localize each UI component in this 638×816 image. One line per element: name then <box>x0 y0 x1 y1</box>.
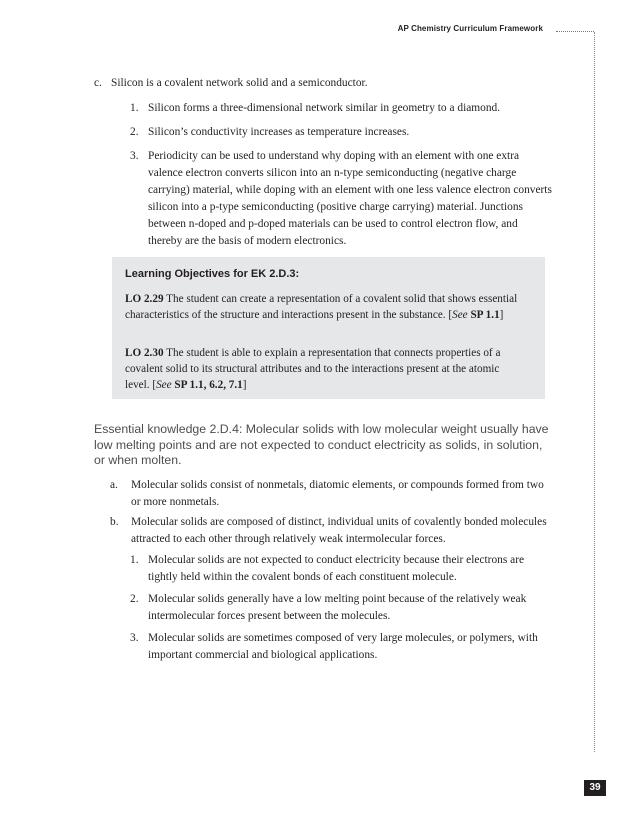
list-item-text: Molecular solids are sometimes composed of very large molecules, or polymers, with important commercial and biological applications. <box>148 632 538 661</box>
header-dotted-rule <box>556 31 594 32</box>
lo-close: ] <box>499 309 504 321</box>
lo-see: See <box>156 379 172 391</box>
list-item-text: Periodicity can be used to understand why doping with an element with one extra valence electron converts silicon into an n-type semiconducting (negative charge carrying) material, while doping with an element with one less valence electron converts silicon into a p-type semiconducting (positive charge carrying) material. Junctions between n-doped and p-doped materials can be used to control electron flow, and thereby are the basis of modern electronics. <box>148 150 552 247</box>
section-a-text: Molecular solids consist of nonmetals, diatomic elements, or compounds formed from two or more nonmetals. <box>131 479 544 508</box>
lo-sp: SP 1.1, 6.2, 7.1 <box>174 379 243 391</box>
section-b <box>110 514 550 548</box>
list-marker: 3. <box>130 632 139 644</box>
running-header <box>0 24 638 40</box>
lo-sp: SP 1.1 <box>470 309 500 321</box>
lo-close: ] <box>242 379 247 391</box>
lo-text: The student is able to explain a representation that connects properties of a covalent solid to its structural attributes and to the interactions present at the atomic level. [ <box>125 347 501 391</box>
section-c-text: Silicon is a covalent network solid and a semiconductor. <box>111 77 368 89</box>
section-c-marker: c. <box>94 77 102 89</box>
list-item-text: Silicon forms a three-dimensional network similar in geometry to a diamond. <box>148 102 501 114</box>
learning-objective-2-30 <box>125 345 525 393</box>
list-item-text: Molecular solids generally have a low melting point because of the relatively weak intermolecular forces present between the molecules. <box>148 593 527 622</box>
lo-id: LO 2.29 <box>125 293 164 305</box>
section-b-item-1 <box>130 552 550 586</box>
section-b-text: Molecular solids are composed of distinct, individual units of covalently bonded molecules attracted to each other through relatively weak intermolecular forces. <box>131 516 547 545</box>
section-c-item-1 <box>130 100 550 117</box>
page-number: 39 <box>584 780 606 796</box>
section-b-item-2 <box>130 591 550 625</box>
list-marker: 1. <box>130 554 139 566</box>
section-c-item-3 <box>130 148 552 250</box>
list-marker: 1. <box>130 102 139 114</box>
lo-see: See <box>452 309 468 321</box>
list-marker: 3. <box>130 150 139 162</box>
list-item-text: Silicon’s conductivity increases as temperature increases. <box>148 126 410 138</box>
side-dotted-rule <box>594 32 595 752</box>
section-a <box>110 477 550 511</box>
list-item-text: Molecular solids are not expected to conduct electricity because their electrons are tightly held within the covalent bonds of each constituent molecule. <box>148 554 525 583</box>
framework-title: AP Chemistry Curriculum Framework <box>397 24 543 33</box>
list-marker: 2. <box>130 593 139 605</box>
section-b-marker: b. <box>110 516 119 528</box>
section-a-marker: a. <box>110 479 118 491</box>
essential-knowledge-heading: Essential knowledge 2.D.4: Molecular solids with low molecular weight usually have low melting points and are not expected to conduct electricity as solids, in solution, or when molten. <box>94 422 549 467</box>
learning-objectives-box <box>112 257 545 399</box>
lo-id: LO 2.30 <box>125 347 164 359</box>
list-marker: 2. <box>130 126 139 138</box>
section-b-item-3 <box>130 630 550 664</box>
section-c-item-2 <box>130 124 550 141</box>
section-c <box>94 75 554 92</box>
learning-objective-2-29 <box>125 291 525 323</box>
lo-text: The student can create a representation of a covalent solid that shows essential characteristics of the structure and interactions present in the substance. [ <box>125 293 518 321</box>
learning-objectives-title: Learning Objectives for EK 2.D.3: <box>125 268 300 280</box>
